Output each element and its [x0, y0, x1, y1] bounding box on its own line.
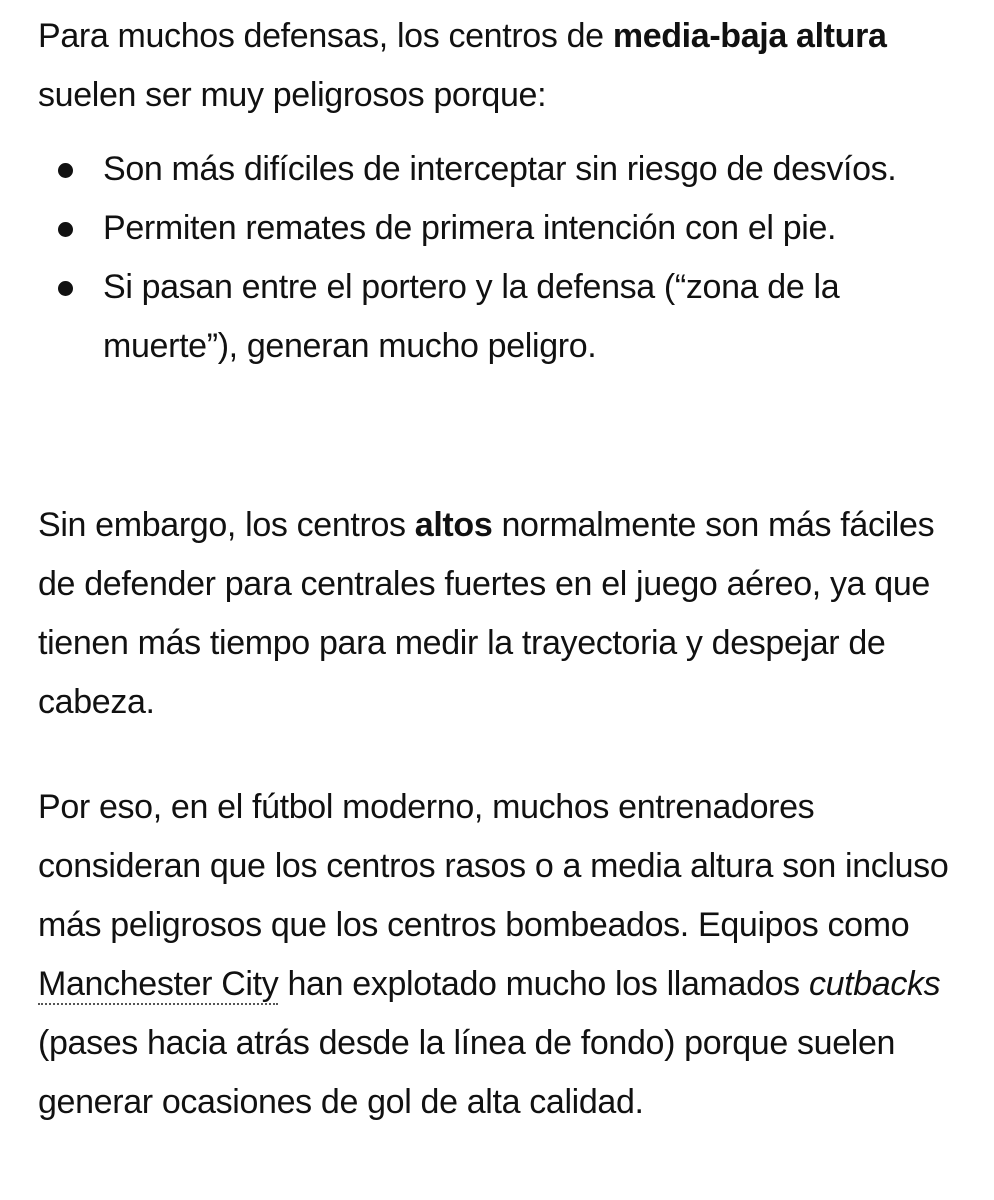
list-item — [0, 199, 963, 258]
para3-text-1: Por eso, en el fútbol moderno, muchos entrenadores consideran que los centros rasos o a media altura son incluso más peligrosos que los centros bombeados. Equipos como — [38, 788, 949, 944]
para2-bold-word: altos — [414, 506, 493, 544]
para3-italic-term: cutbacks — [808, 965, 941, 1003]
bullet-dot-icon — [58, 222, 73, 237]
para2-text-1: Sin embargo, los centros — [38, 506, 415, 544]
bullet-dot-icon — [58, 163, 73, 178]
bullet-dot-icon — [58, 281, 73, 296]
manchester-city-link[interactable]: Manchester City — [38, 965, 279, 1003]
list-item — [0, 140, 963, 199]
bullet-list — [0, 140, 963, 376]
para3-text-2: han explotado mucho los llamados — [278, 965, 809, 1003]
bullet-text: Son más difíciles de interceptar sin riesgo de desvíos. — [103, 150, 897, 188]
intro-paragraph — [38, 7, 958, 125]
list-item — [0, 258, 963, 376]
paragraph-modern-football — [38, 778, 968, 1132]
intro-bold-phrase: media-baja altura — [612, 17, 887, 55]
para2-text-2: normalmente son más fáciles de defender para centrales fuertes en el juego aéreo, ya que tienen más tiempo para medir la trayectoria y despejar de cabeza. — [38, 506, 935, 721]
paragraph-high-crosses — [38, 496, 968, 732]
bullet-text: Si pasan entre el portero y la defensa (“zona de la muerte”), generan mucho peligro. — [103, 268, 840, 365]
bullet-text: Permiten remates de primera intención con el pie. — [103, 209, 837, 247]
intro-text-1: Para muchos defensas, los centros de — [38, 17, 613, 55]
intro-text-2: suelen ser muy peligrosos porque: — [38, 76, 547, 114]
para3-text-3: (pases hacia atrás desde la línea de fondo) porque suelen generar ocasiones de gol de alta calidad. — [38, 1024, 896, 1121]
